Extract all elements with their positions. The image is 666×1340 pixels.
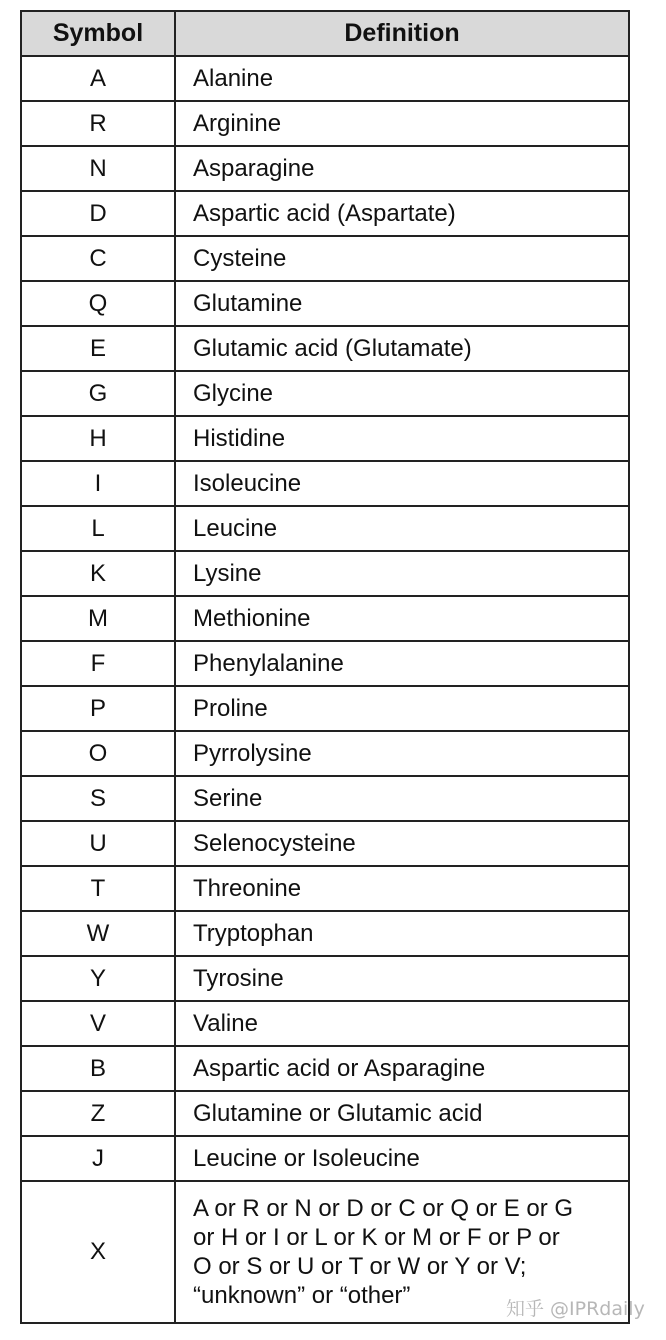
watermark: 知乎 @IPRdaily	[506, 1298, 645, 1320]
definition-cell: Histidine	[175, 416, 629, 461]
definition-cell: Leucine	[175, 506, 629, 551]
table-row	[21, 461, 629, 506]
symbol-cell: O	[21, 731, 175, 776]
table-row	[21, 236, 629, 281]
symbol-cell: P	[21, 686, 175, 731]
table-row	[21, 416, 629, 461]
symbol-cell: X	[21, 1181, 175, 1323]
definition-cell: Asparagine	[175, 146, 629, 191]
table-row	[21, 596, 629, 641]
definition-cell: Threonine	[175, 866, 629, 911]
symbol-cell: S	[21, 776, 175, 821]
table-row	[21, 1136, 629, 1181]
definition-line: “unknown” or “other”	[193, 1282, 411, 1309]
symbol-cell: A	[21, 56, 175, 101]
definition-cell: Glutamine	[175, 281, 629, 326]
symbol-cell: K	[21, 551, 175, 596]
symbol-cell: C	[21, 236, 175, 281]
table-row	[21, 956, 629, 1001]
amino-acid-table	[20, 10, 630, 1324]
definition-cell: Pyrrolysine	[175, 731, 629, 776]
definition-cell: Valine	[175, 1001, 629, 1046]
table-row	[21, 776, 629, 821]
table-body	[21, 56, 629, 1323]
definition-cell: Serine	[175, 776, 629, 821]
symbol-cell: W	[21, 911, 175, 956]
definition-cell: Alanine	[175, 56, 629, 101]
symbol-cell: J	[21, 1136, 175, 1181]
amino-acid-table-container	[20, 10, 628, 1324]
table-row	[21, 1046, 629, 1091]
definition-cell: Aspartic acid or Asparagine	[175, 1046, 629, 1091]
table-header-row	[21, 11, 629, 56]
definition-cell: Tyrosine	[175, 956, 629, 1001]
definition-cell: Phenylalanine	[175, 641, 629, 686]
definition-cell: Isoleucine	[175, 461, 629, 506]
definition-cell: Lysine	[175, 551, 629, 596]
symbol-cell: D	[21, 191, 175, 236]
symbol-column-header: Symbol	[21, 11, 175, 56]
table-row	[21, 911, 629, 956]
symbol-cell: I	[21, 461, 175, 506]
definition-cell: Glutamine or Glutamic acid	[175, 1091, 629, 1136]
symbol-cell: T	[21, 866, 175, 911]
table-row	[21, 371, 629, 416]
table-row	[21, 641, 629, 686]
table-row	[21, 191, 629, 236]
symbol-cell: B	[21, 1046, 175, 1091]
symbol-cell: Q	[21, 281, 175, 326]
definition-cell: Glycine	[175, 371, 629, 416]
table-row	[21, 866, 629, 911]
definition-line: or H or I or L or K or M or F or P or	[193, 1224, 560, 1251]
table-row	[21, 281, 629, 326]
definition-column-header: Definition	[175, 11, 629, 56]
definition-cell: Aspartic acid (Aspartate)	[175, 191, 629, 236]
symbol-cell: F	[21, 641, 175, 686]
symbol-cell: Y	[21, 956, 175, 1001]
table-row	[21, 146, 629, 191]
definition-line: A or R or N or D or C or Q or E or G	[193, 1195, 574, 1222]
table-row	[21, 821, 629, 866]
definition-cell: Glutamic acid (Glutamate)	[175, 326, 629, 371]
table-row	[21, 326, 629, 371]
table-row	[21, 1091, 629, 1136]
symbol-cell: L	[21, 506, 175, 551]
definition-cell: Cysteine	[175, 236, 629, 281]
symbol-cell: U	[21, 821, 175, 866]
definition-cell: Methionine	[175, 596, 629, 641]
table-row	[21, 731, 629, 776]
symbol-cell: G	[21, 371, 175, 416]
table-row	[21, 551, 629, 596]
definition-line: O or S or U or T or W or Y or V;	[193, 1253, 527, 1280]
table-row	[21, 686, 629, 731]
definition-cell: Tryptophan	[175, 911, 629, 956]
table-row	[21, 506, 629, 551]
symbol-cell: N	[21, 146, 175, 191]
definition-cell: Selenocysteine	[175, 821, 629, 866]
table-row	[21, 101, 629, 146]
symbol-cell: Z	[21, 1091, 175, 1136]
table-row	[21, 56, 629, 101]
definition-cell: Leucine or Isoleucine	[175, 1136, 629, 1181]
table-row	[21, 1001, 629, 1046]
symbol-cell: M	[21, 596, 175, 641]
symbol-cell: V	[21, 1001, 175, 1046]
symbol-cell: H	[21, 416, 175, 461]
symbol-cell: R	[21, 101, 175, 146]
definition-cell: Proline	[175, 686, 629, 731]
symbol-cell: E	[21, 326, 175, 371]
definition-cell: Arginine	[175, 101, 629, 146]
